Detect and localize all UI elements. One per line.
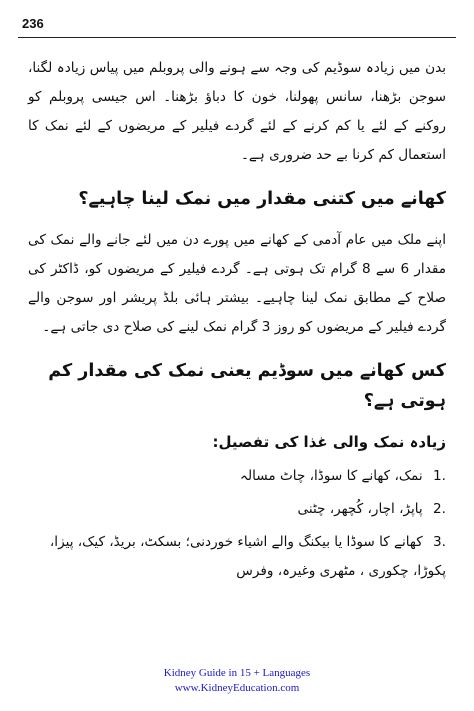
salt-quantity-paragraph: اپنے ملک میں عام آدمی کے کھانے میں پورے دن میں لئے جانے والے نمک کی مقدار 6 سے 8 گرام تک ہوتی ہے۔ گردے فیلیر کے مریضوں کو، ڈاکٹر کی صلاح کے مطابق نمک لینا چاہیے۔ بیشتر ہائی بلڈ پریشر اور سوجن والے گردے فیلیر کے مریضوں کو روز 3 گرام نمک لینے کی صلاح دی جاتی ہے۔ [28, 232, 446, 335]
list-item-number: 3. [433, 534, 446, 550]
list-item [28, 528, 446, 586]
page-number: 236 [22, 16, 44, 31]
list-item [28, 462, 446, 491]
list-item-text: پاپڑ، اچار، کُچھر، چٹنی [297, 501, 423, 517]
list-item-number: 1. [433, 468, 446, 484]
page-body [28, 54, 446, 590]
intro-paragraph: بدن میں زیادہ سوڈیم کی وجہ سے ہونے والی پروبلم میں پیاس زیادہ لگنا، سوجن بڑھنا، سانس پھولنا، خون کا دباؤ بڑھنا۔ اس جیسی پروبلم کو روکنے کے لئے یا کم کرنے کے لئے گردے فیلیر کے مریضوں کے لئے نمک کا استعمال کم کرنا بے حد ضروری ہے۔ [28, 60, 446, 163]
high-salt-food-list [28, 462, 446, 586]
list-item [28, 495, 446, 524]
high-salt-food-subheading: زیادہ نمک والی غذا کی تفصیل: [212, 433, 446, 451]
list-item-text: نمک، کھانے کا سوڈا، چاٹ مسالہ [240, 468, 423, 484]
section-heading-low-sodium-foods: کس کھانے میں سوڈیم یعنی نمک کی مقدار کم ہوتی ہے؟ [48, 361, 446, 411]
section-heading-salt-quantity: کھانے میں کتنی مقدار میں نمک لینا چاہیے؟ [78, 189, 446, 209]
header-divider [18, 37, 456, 38]
footer-website-link[interactable]: www.KidneyEducation.com [174, 682, 300, 694]
page-footer [0, 666, 474, 696]
footer-title: Kidney Guide in 15 + Languages [163, 667, 311, 679]
list-item-text: کھانے کا سوڈا یا بیکنگ والے اشیاء خوردنی؛ بسکٹ، بریڈ، کیک، پیزا، پکوڑا، چکوری ، مٹھری وغیرہ، وفرس [49, 534, 446, 579]
list-item-number: 2. [433, 501, 446, 517]
